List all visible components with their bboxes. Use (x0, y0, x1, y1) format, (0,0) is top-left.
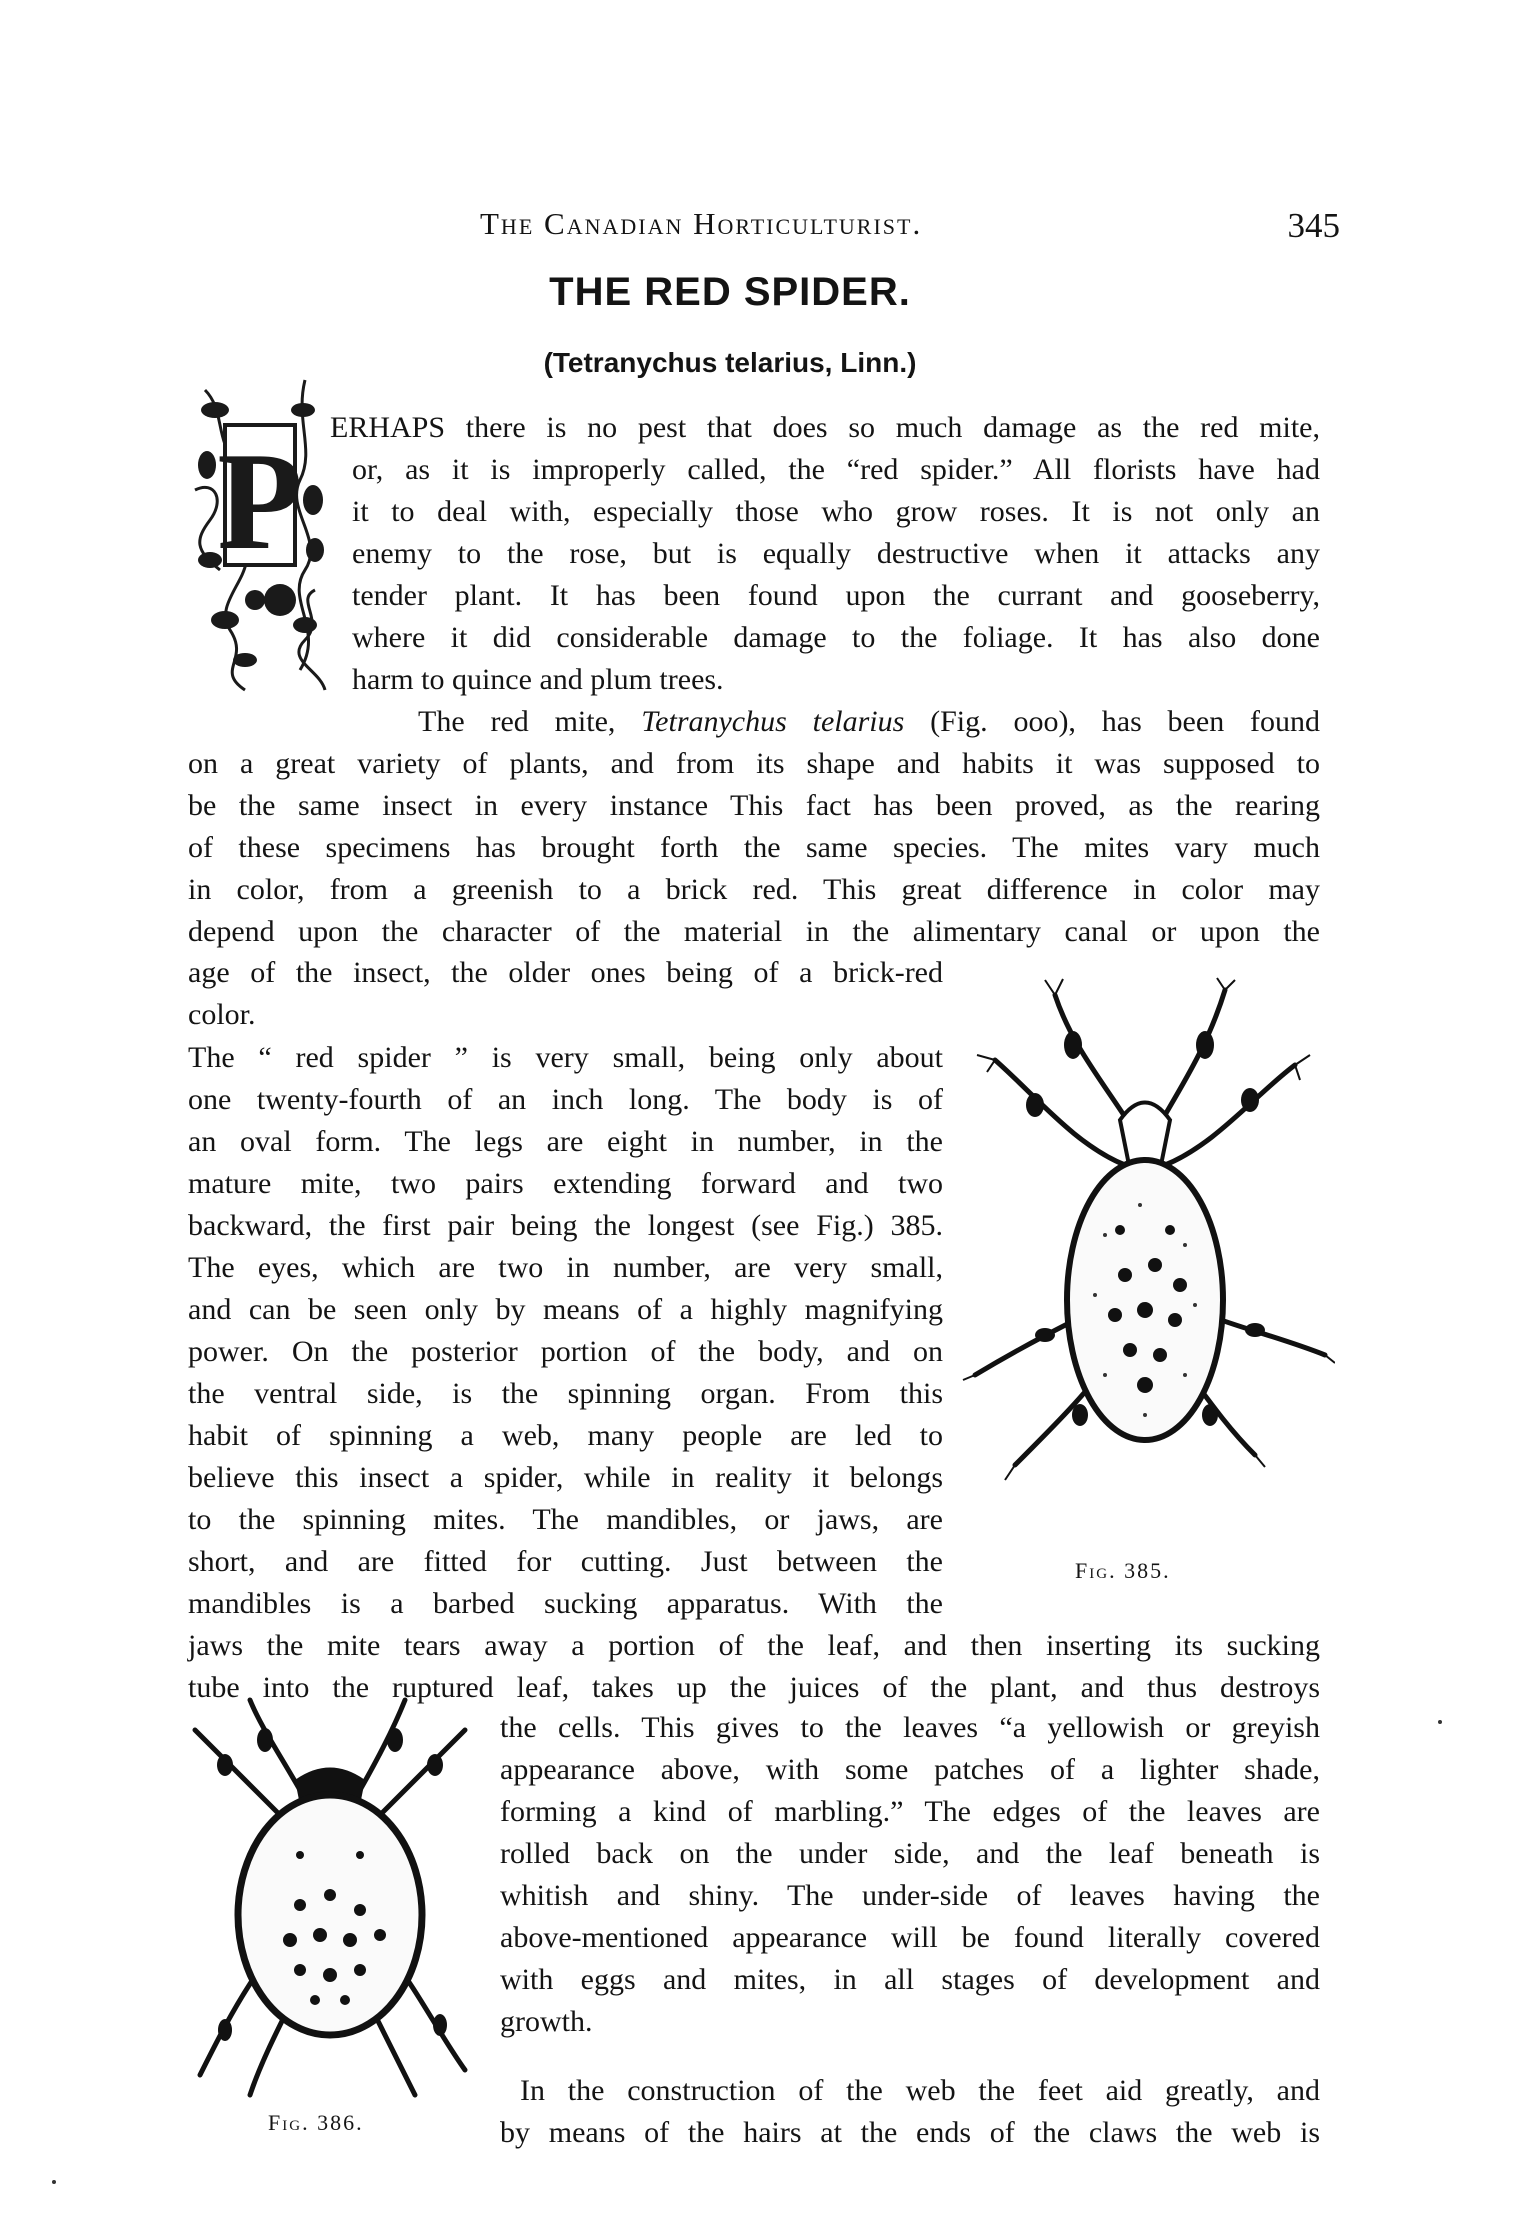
article-title: THE RED SPIDER. (549, 270, 911, 314)
text-line: by means of the hairs at the ends of the claws the web is (500, 2116, 1320, 2149)
scan-speck (52, 2180, 56, 2184)
text-line: where it did considerable damage to the foliage. It has also done (352, 621, 1320, 654)
text-line: of these specimens has brought forth the same species. The mites vary much (188, 831, 1320, 864)
text-line: with eggs and mites, in all stages of development and (500, 1963, 1320, 1996)
figure-386-caption: Fig. 386. (268, 2110, 364, 2135)
text-line: rolled back on the under side, and the leaf beneath is (500, 1837, 1320, 1870)
figure-385-caption: Fig. 385. (1075, 1558, 1171, 1583)
paragraph-age (188, 952, 943, 1036)
text-line: color. (188, 998, 256, 1031)
paragraph-leaves (500, 1707, 1320, 2043)
text-line: The “ red spider ” is very small, being only about (188, 1041, 943, 1074)
text-line: short, and are fitted for cutting. Just between the (188, 1545, 943, 1578)
paragraph-intro (330, 407, 1320, 701)
text-line: habit of spinning a web, many people are led to (188, 1419, 943, 1452)
scan-speck (1438, 1720, 1442, 1724)
text-line: believe this insect a spider, while in reality it belongs (188, 1461, 943, 1494)
text-line: harm to quince and plum trees. (352, 663, 724, 696)
text-line: it to deal with, especially those who grow roses. It is not only an (352, 495, 1320, 528)
text-run: (Fig. ooo), has been found (904, 705, 1320, 738)
text-line: above-mentioned appearance will be found literally covered (500, 1921, 1320, 1954)
floral-ornament-icon (185, 370, 335, 700)
text-line: forming a kind of marbling.” The edges of the leaves are (500, 1795, 1320, 1828)
paragraph-red-mite (188, 701, 1320, 953)
red-mite-ventral-illustration (180, 1695, 490, 2105)
text-line: tube into the ruptured leaf, takes up the juices of the plant, and thus destroys (188, 1671, 1320, 1704)
species-name: Tetranychus telarius (641, 705, 905, 738)
dropcap-ornament (185, 370, 335, 700)
text-line: and can be seen only by means of a highly magnifying (188, 1293, 943, 1326)
text-run: The red mite, (418, 705, 642, 738)
text-line: an oval form. The legs are eight in number, in the (188, 1125, 943, 1158)
text-line: depend upon the character of the material in the alimentary canal or upon the (188, 915, 1320, 948)
text-line: the cells. This gives to the leaves “a yellowish or greyish (500, 1711, 1320, 1744)
text-line: be the same insect in every instance This fact has been proved, as the rearing (188, 789, 1320, 822)
text-line: age of the insect, the older ones being of a brick-red (188, 956, 943, 989)
page-number: 345 (1287, 206, 1340, 245)
text-line: or, as it is improperly called, the “red spider.” All florists have had (352, 453, 1320, 486)
text-line: in color, from a greenish to a brick red. This great difference in color may (188, 873, 1320, 906)
text-line: The eyes, which are two in number, are very small, (188, 1251, 943, 1284)
figure-386 (180, 1695, 490, 2105)
text-line: jaws the mite tears away a portion of the leaf, and then inserting its sucking (188, 1629, 1320, 1662)
red-mite-dorsal-illustration (955, 975, 1335, 1535)
text-line (188, 701, 1320, 743)
running-header (480, 206, 1340, 256)
text-line: one twenty-fourth of an inch long. The body is of (188, 1083, 943, 1116)
text-line: In the construction of the web the feet aid greatly, and (520, 2074, 1320, 2107)
article-subtitle: (Tetranychus telarius, Linn.) (543, 347, 917, 378)
text-line: whitish and shiny. The under-side of leaves having the (500, 1879, 1320, 1912)
text-line: on a great variety of plants, and from its shape and habits it was supposed to (188, 747, 1320, 780)
paragraph-description (188, 1037, 943, 1625)
text-line: to the spinning mites. The mandibles, or jaws, are (188, 1503, 943, 1536)
text-line: the ventral side, is the spinning organ. From this (188, 1377, 943, 1410)
text-line: mandibles is a barbed sucking apparatus. With the (188, 1587, 943, 1620)
text-line: backward, the first pair being the longest (see Fig.) 385. (188, 1209, 943, 1242)
dropcap-letter: P (217, 424, 303, 579)
paragraph-web (500, 2070, 1320, 2154)
text-line: power. On the posterior portion of the body, and on (188, 1335, 943, 1368)
text-line: appearance above, with some patches of a lighter shade, (500, 1753, 1320, 1786)
running-title: The Canadian Horticulturist. (480, 206, 923, 241)
text-line: enemy to the rose, but is equally destructive when it attacks any (352, 537, 1320, 570)
text-line: ERHAPS there is no pest that does so much damage as the red mite, (330, 411, 1320, 444)
text-line: tender plant. It has been found upon the currant and gooseberry, (352, 579, 1320, 612)
text-line: growth. (500, 2005, 593, 2038)
text-line: mature mite, two pairs extending forward and two (188, 1167, 943, 1200)
figure-385 (955, 975, 1335, 1535)
